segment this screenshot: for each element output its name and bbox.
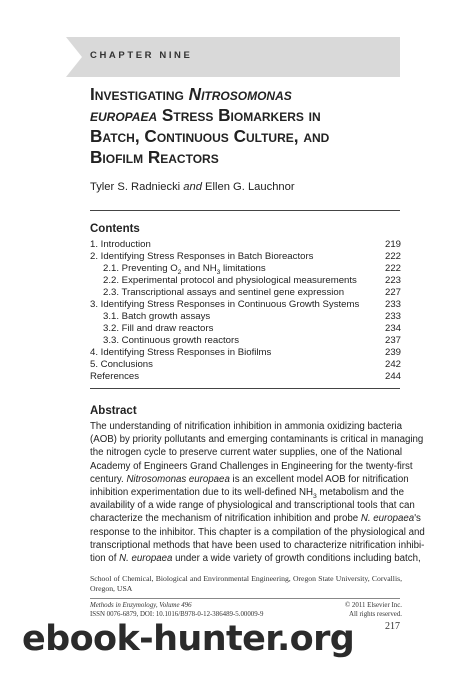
toc-row[interactable] — [90, 359, 401, 371]
footer-row-1 — [90, 602, 402, 609]
abstract-heading: Abstract — [90, 405, 137, 417]
toc-page: 242 — [384, 359, 401, 370]
toc-row[interactable] — [90, 275, 401, 287]
abstract-line: availability of a wide range of physiological and transcriptional tools that can — [90, 500, 415, 512]
toc-page: 234 — [384, 323, 401, 334]
chapter-label: CHAPTER NINE — [90, 50, 193, 61]
title-italic-genus: Nitrosomonas — [188, 84, 292, 104]
toc-page: 223 — [384, 275, 401, 286]
toc-page: 244 — [384, 371, 401, 382]
toc-row[interactable] — [90, 299, 401, 311]
chapter-title-line — [90, 105, 410, 126]
toc-entry: 3.3. Continuous growth reactors — [103, 335, 239, 346]
divider-middle — [90, 388, 400, 389]
toc-row[interactable] — [90, 239, 401, 251]
toc-page: 222 — [384, 251, 401, 262]
abstract-line: transcriptional methods that have been used to characterize nitrification inhibi- — [90, 539, 425, 551]
toc-entry: 3.1. Batch growth assays — [103, 311, 211, 322]
toc-entry: References — [90, 371, 140, 382]
author-2: Ellen G. Lauchnor — [205, 181, 295, 193]
toc-page: 222 — [384, 263, 401, 274]
chapter-title-line: Biofilm Reactors — [90, 147, 219, 167]
toc-page: 237 — [384, 335, 401, 346]
rights: All rights reserved. — [348, 611, 402, 618]
affiliation-line: Oregon, USA — [90, 584, 133, 593]
abstract-line: Academy of Engineers Grand Challenges in Engineering for the twenty-first — [90, 460, 413, 472]
authors — [90, 181, 295, 193]
toc-row[interactable] — [90, 371, 401, 383]
chapter-title — [90, 84, 410, 168]
abstract-line-formatted: inhibition experimentation due to its well-defined $NH_3$ metabolism and the — [90, 486, 404, 500]
toc-page: 227 — [384, 287, 401, 298]
issn-doi: ISSN 0076-6879, DOI: 10.1016/B978-0-12-386489-5.00009-9 — [90, 611, 264, 618]
abstract-line: response to the inhibitor. This chapter is a compilation of the physiological and — [90, 526, 425, 538]
toc-entry: 2.2. Experimental protocol and physiological measurements — [103, 275, 357, 286]
divider-top — [90, 210, 400, 211]
footer-row-2 — [90, 611, 402, 618]
toc-row[interactable] — [90, 263, 401, 275]
toc-row[interactable] — [90, 287, 401, 299]
title-word: Investigating — [90, 84, 189, 104]
contents-heading: Contents — [90, 223, 140, 235]
affiliation — [90, 574, 402, 594]
toc-row[interactable] — [90, 335, 401, 347]
series-info: Methods in Enzymology, Volume 496 — [90, 602, 192, 609]
abstract-line-formatted: tion of N. europaea under a wide variety of growth conditions including batch, — [90, 552, 421, 564]
toc-entry: 3.2. Fill and draw reactors — [103, 323, 214, 334]
abstract-line: The understanding of nitrification inhibition in ammonia oxidizing bacteria — [90, 421, 402, 432]
abstract-line: (AOB) by priority pollutants and emerging contaminants is critical in managing — [90, 434, 424, 446]
title-word: Stress Biomarkers in — [157, 105, 321, 125]
copyright: © 2011 Elsevier Inc. — [344, 602, 402, 609]
page-number: 217 — [385, 621, 400, 632]
toc-page: 239 — [384, 347, 401, 358]
toc-row[interactable] — [90, 323, 401, 335]
chapter-tab-notch — [66, 37, 82, 77]
toc-entry: 3. Identifying Stress Responses in Continuous Growth Systems — [90, 299, 360, 310]
toc-row[interactable] — [90, 251, 401, 263]
toc-page: 233 — [384, 311, 401, 322]
toc-row[interactable] — [90, 347, 401, 359]
title-italic-species: europaea — [90, 105, 158, 125]
toc-entry: 5. Conclusions — [90, 359, 153, 370]
author-1: Tyler S. Radniecki — [90, 181, 181, 193]
affiliation-line: School of Chemical, Biological and Environmental Engineering, Oregon State University, Corvallis, — [90, 574, 402, 583]
toc-entry-formatted: 2.1. Preventing $O_2$ and $NH_3$ limitations — [103, 263, 266, 276]
abstract-line: the nitrogen cycle to preserve current water supplies, one of the National — [90, 447, 402, 459]
toc-page: 219 — [384, 239, 401, 250]
footer-divider — [90, 598, 400, 599]
toc-row[interactable] — [90, 311, 401, 323]
abstract-body — [90, 420, 425, 565]
abstract-line-formatted: characterize the mechanism of nitrification inhibition and probe N. europaea's — [90, 513, 421, 525]
toc-entry: 2.3. Transcriptional assays and sentinel gene expression — [103, 287, 345, 298]
chapter-title-line: Batch, Continuous Culture, and — [90, 126, 330, 146]
chapter-title-line — [90, 84, 410, 105]
table-of-contents — [90, 239, 401, 383]
abstract-line-formatted: century. Nitrosomonas europaea is an excellent model AOB for nitrification — [90, 473, 409, 485]
toc-page: 233 — [384, 299, 401, 310]
watermark: ebook-hunter.org — [22, 619, 355, 659]
toc-entry: 1. Introduction — [90, 239, 151, 250]
author-conjunction: and — [183, 181, 202, 193]
toc-entry: 2. Identifying Stress Responses in Batch Bioreactors — [90, 251, 314, 262]
toc-entry: 4. Identifying Stress Responses in Biofilms — [90, 347, 272, 358]
